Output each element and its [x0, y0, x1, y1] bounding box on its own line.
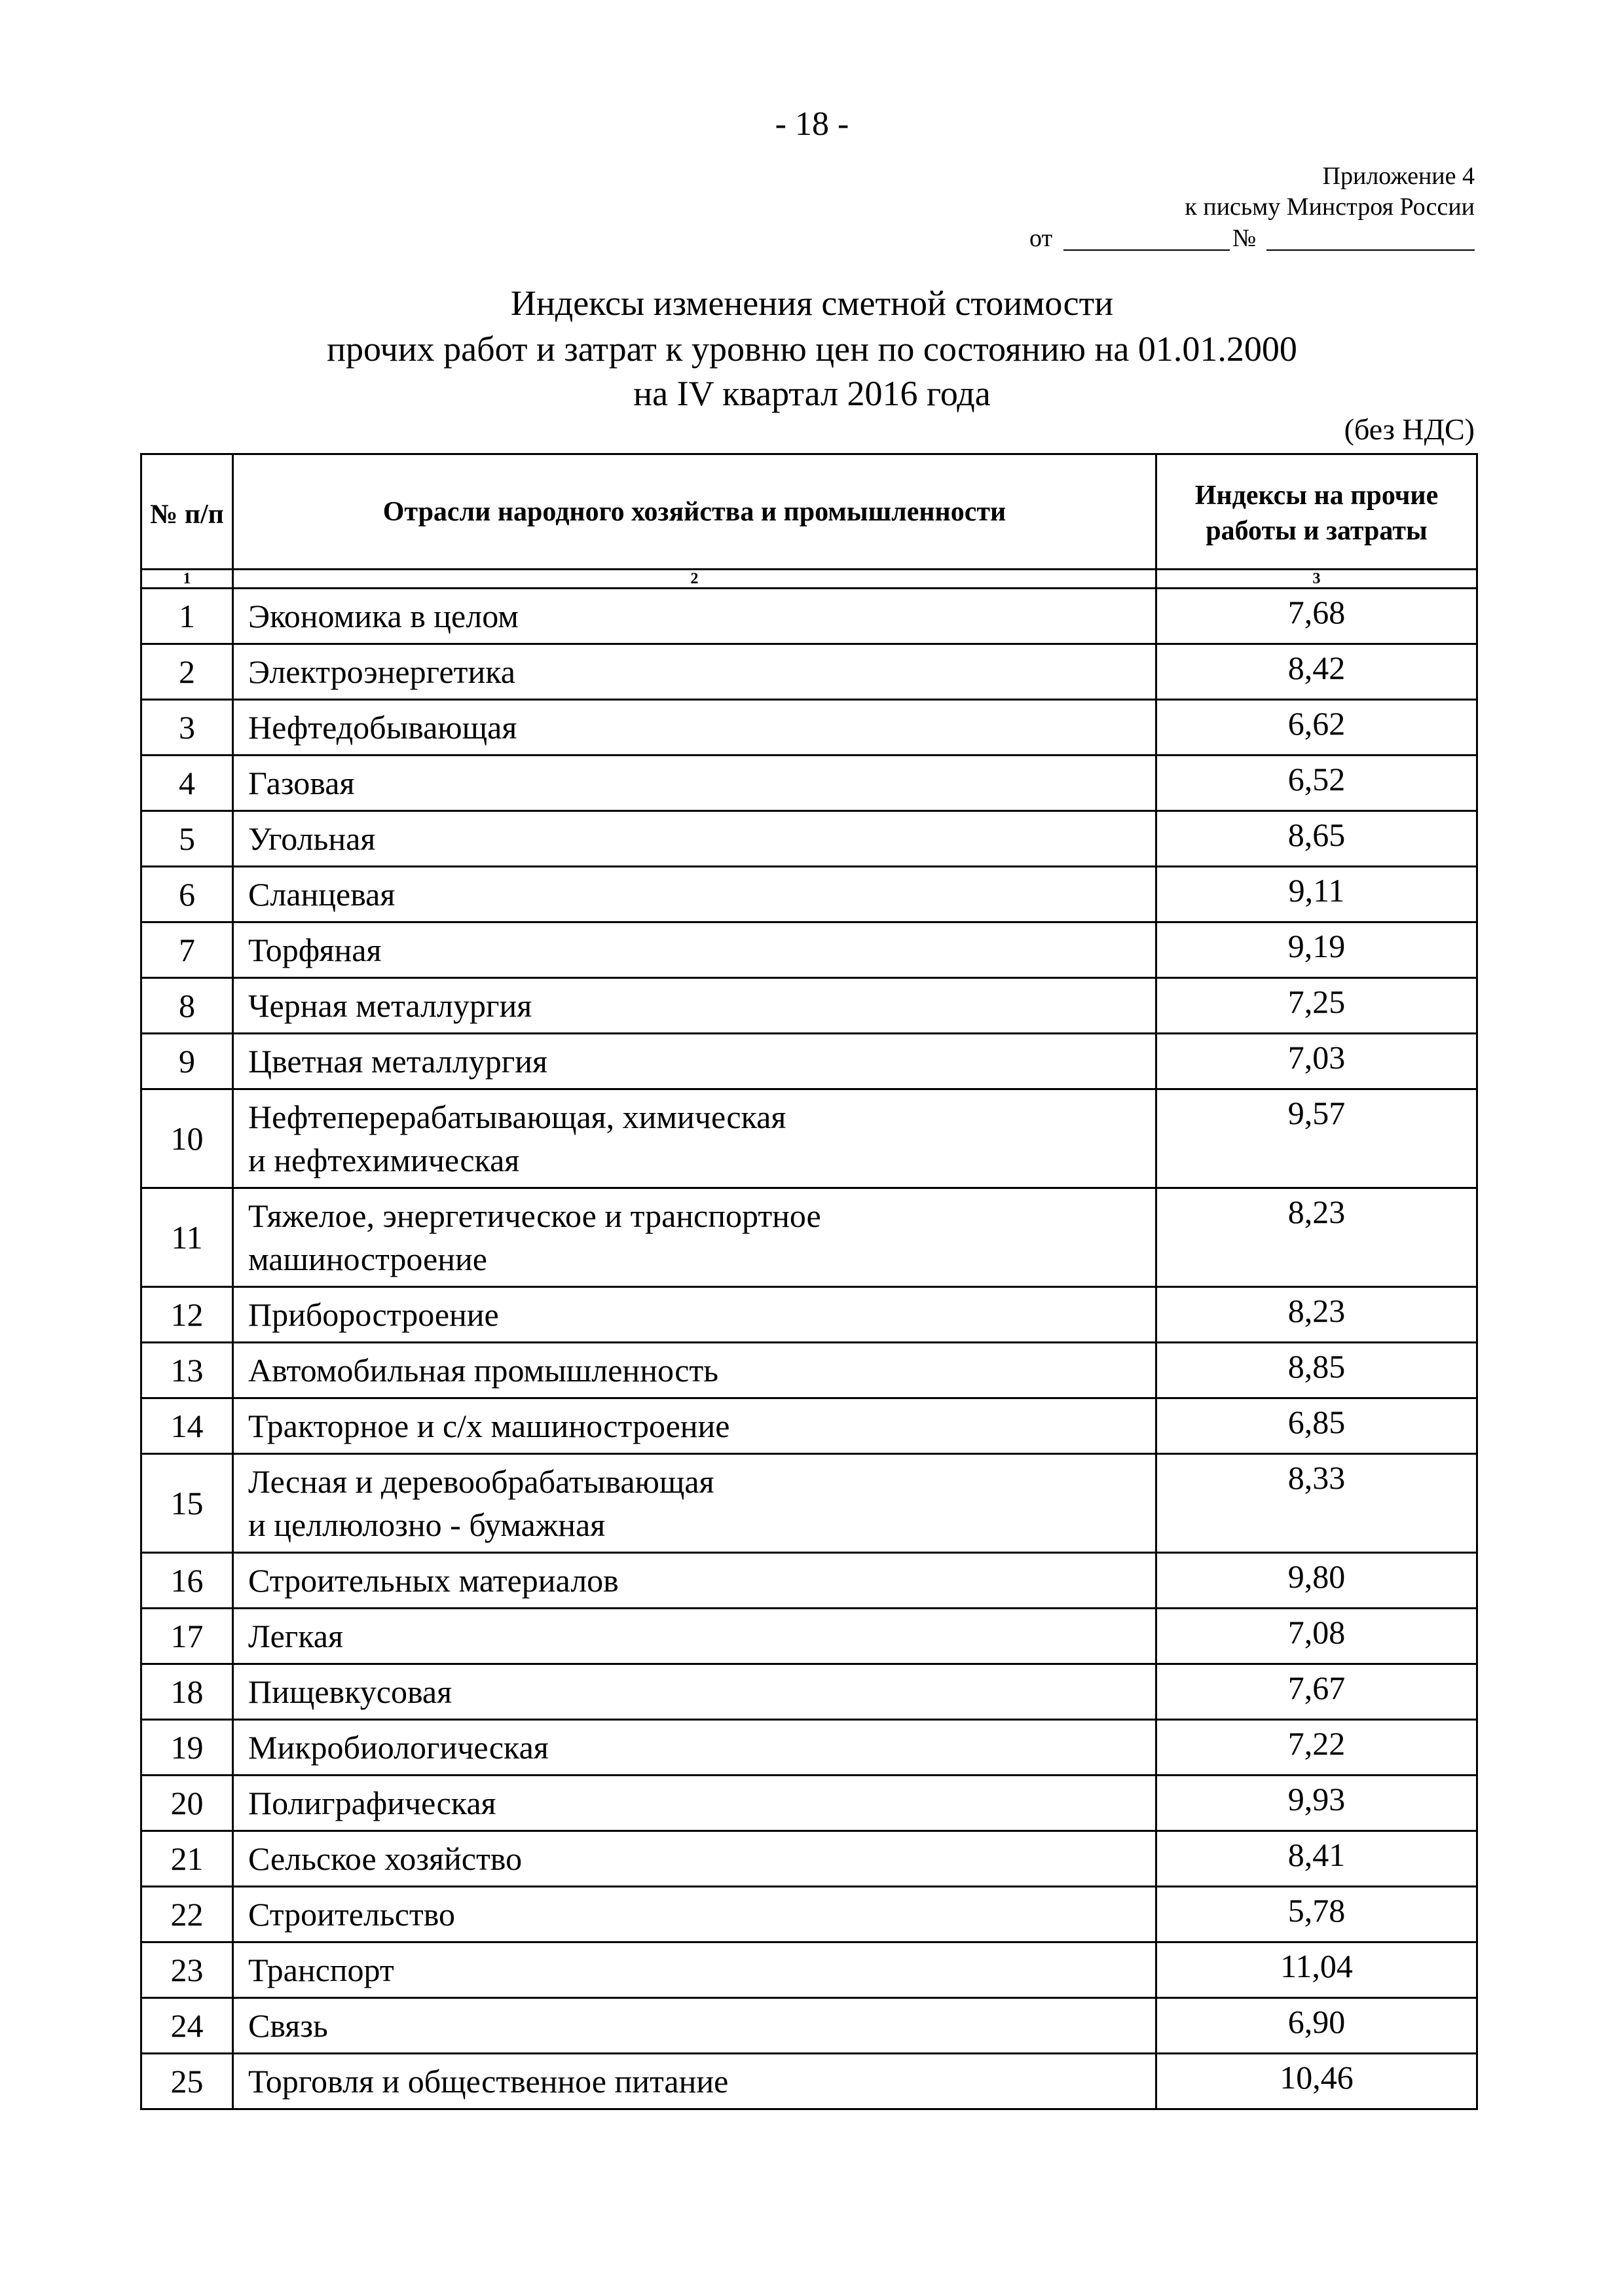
index-value: 7,22: [1156, 1720, 1477, 1776]
index-table: [140, 453, 1478, 2110]
table-row: [141, 1034, 1477, 1089]
index-value: 11,04: [1156, 1942, 1477, 1998]
sector-name: [233, 1553, 1156, 1609]
sector-name-line: Лесная и деревообрабатывающая: [248, 1463, 714, 1500]
sector-name: [233, 1831, 1156, 1887]
sector-name-line: Электроэнергетика: [248, 653, 515, 690]
index-value: 6,52: [1156, 756, 1477, 811]
sector-name-line-2: и нефтехимическая: [248, 1142, 520, 1178]
table-row: [141, 1398, 1477, 1454]
table-row: [141, 1343, 1477, 1398]
sector-name: [233, 1609, 1156, 1664]
table-row: [141, 1089, 1477, 1188]
sector-name: [233, 978, 1156, 1034]
row-number: 8: [141, 978, 233, 1034]
index-value: 8,41: [1156, 1831, 1477, 1887]
row-number: 10: [141, 1089, 233, 1188]
row-number: 15: [141, 1454, 233, 1553]
sector-name-line: Угольная: [248, 820, 376, 857]
row-number: 17: [141, 1609, 233, 1664]
sector-name: [233, 756, 1156, 811]
table-row: [141, 867, 1477, 922]
document-title-line-3: на IV квартал 2016 года: [633, 374, 991, 413]
sector-name: [233, 1398, 1156, 1454]
row-number: 23: [141, 1942, 233, 1998]
header-index: Индексы на прочие работы и затраты: [1156, 454, 1477, 570]
index-value: 9,93: [1156, 1776, 1477, 1831]
table-row: [141, 1609, 1477, 1664]
sector-name-line: Микробиологическая: [248, 1729, 549, 1766]
row-number: 16: [141, 1553, 233, 1609]
sector-name: [233, 1720, 1156, 1776]
sector-name: [233, 1287, 1156, 1343]
sector-name: [233, 1343, 1156, 1398]
date-blank-line: [1063, 249, 1230, 251]
sector-name-line: Торговля и общественное питание: [248, 2063, 729, 2100]
row-number: 22: [141, 1887, 233, 1942]
number-label: №: [1232, 225, 1257, 252]
table-row: [141, 811, 1477, 867]
sector-name-line: Легкая: [248, 1618, 343, 1654]
number-blank-line: [1266, 249, 1475, 251]
table-row: [141, 1720, 1477, 1776]
sector-name: [233, 922, 1156, 978]
sector-name-line: Строительство: [248, 1896, 456, 1933]
sector-name: [233, 811, 1156, 867]
row-number: 6: [141, 867, 233, 922]
index-value: 6,85: [1156, 1398, 1477, 1454]
row-number: 3: [141, 700, 233, 756]
appendix-title: Приложение 4: [1322, 162, 1475, 190]
row-number: 12: [141, 1287, 233, 1343]
table-row: [141, 1998, 1477, 2054]
row-number: 7: [141, 922, 233, 978]
sector-name: [233, 700, 1156, 756]
sector-name: [233, 1664, 1156, 1720]
sector-name: [233, 1887, 1156, 1942]
row-number: 24: [141, 1998, 233, 2054]
sector-name-line: Сельское хозяйство: [248, 1840, 523, 1877]
row-number: 9: [141, 1034, 233, 1089]
row-number: 20: [141, 1776, 233, 1831]
table-row: [141, 1553, 1477, 1609]
column-number-row: [141, 570, 1477, 589]
table-row: [141, 589, 1477, 644]
sector-name-line: Строительных материалов: [248, 1562, 619, 1599]
index-value: 7,67: [1156, 1664, 1477, 1720]
sector-name: [233, 1089, 1156, 1188]
row-number: 19: [141, 1720, 233, 1776]
appendix-reference: к письму Минстроя России: [1185, 193, 1475, 221]
sector-name-line: Приборостроение: [248, 1296, 499, 1333]
sector-name-line: Тяжелое, энергетическое и транспортное: [248, 1197, 821, 1234]
sector-name-line: Пищевкусовая: [248, 1673, 452, 1710]
sector-name: [233, 644, 1156, 700]
sector-name-line: Полиграфическая: [248, 1785, 496, 1821]
sector-name-line: Газовая: [248, 765, 355, 801]
sector-name-line: Сланцевая: [248, 876, 396, 913]
table-row: [141, 700, 1477, 756]
sector-name-line: Транспорт: [248, 1952, 394, 1988]
table-row: [141, 1188, 1477, 1287]
row-number: 21: [141, 1831, 233, 1887]
table-row: [141, 1664, 1477, 1720]
table-row: [141, 1942, 1477, 1998]
row-number: 18: [141, 1664, 233, 1720]
sector-name-line: Черная металлургия: [248, 987, 532, 1024]
index-value: 8,23: [1156, 1188, 1477, 1287]
column-number-2: 2: [233, 570, 1156, 589]
index-value: 8,85: [1156, 1343, 1477, 1398]
sector-name-line: Экономика в целом: [248, 598, 519, 634]
row-number: 14: [141, 1398, 233, 1454]
table-row: [141, 644, 1477, 700]
index-value: 8,33: [1156, 1454, 1477, 1553]
row-number: 1: [141, 589, 233, 644]
table-row: [141, 922, 1477, 978]
column-number-3: 3: [1156, 570, 1477, 589]
table-row: [141, 1454, 1477, 1553]
index-value: 6,90: [1156, 1998, 1477, 2054]
sector-name: [233, 1034, 1156, 1089]
sector-name: [233, 1188, 1156, 1287]
index-value: 8,42: [1156, 644, 1477, 700]
index-value: 9,57: [1156, 1089, 1477, 1188]
row-number: 25: [141, 2054, 233, 2109]
sector-name: [233, 867, 1156, 922]
sector-name-line: Торфяная: [248, 932, 382, 968]
sector-name-line: Нефтедобывающая: [248, 709, 517, 746]
row-number: 4: [141, 756, 233, 811]
sector-name-line: Нефтеперерабатывающая, химическая: [248, 1099, 786, 1135]
table-row: [141, 1287, 1477, 1343]
page-number: - 18 -: [775, 105, 849, 143]
table-row: [141, 756, 1477, 811]
index-value: 9,19: [1156, 922, 1477, 978]
header-sector: Отрасли народного хозяйства и промышленности: [233, 454, 1156, 570]
index-value: 5,78: [1156, 1887, 1477, 1942]
sector-name: [233, 1998, 1156, 2054]
appendix-date-number-line: [1029, 223, 1475, 254]
document-title-line-1: Индексы изменения сметной стоимости: [510, 283, 1114, 323]
row-number: 2: [141, 644, 233, 700]
column-number-1: 1: [141, 570, 233, 589]
row-number: 13: [141, 1343, 233, 1398]
table-row: [141, 2054, 1477, 2109]
row-number: 5: [141, 811, 233, 867]
from-label: от: [1029, 225, 1053, 252]
header-num: № п/п: [141, 454, 233, 570]
vat-note: (без НДС): [1344, 412, 1475, 446]
row-number: 11: [141, 1188, 233, 1287]
index-value: 9,11: [1156, 867, 1477, 922]
sector-name-line: Цветная металлургия: [248, 1043, 548, 1080]
sector-name: [233, 2054, 1156, 2109]
document-title-line-2: прочих работ и затрат к уровню цен по состоянию на 01.01.2000: [327, 329, 1297, 369]
table-row: [141, 978, 1477, 1034]
sector-name-line: Автомобильная промышленность: [248, 1352, 719, 1389]
index-value: 8,23: [1156, 1287, 1477, 1343]
table-row: [141, 1776, 1477, 1831]
index-value: 7,68: [1156, 589, 1477, 644]
index-value: 8,65: [1156, 811, 1477, 867]
sector-name-line: Связь: [248, 2007, 328, 2044]
table-row: [141, 1831, 1477, 1887]
index-value: 9,80: [1156, 1553, 1477, 1609]
index-value: 7,25: [1156, 978, 1477, 1034]
sector-name: [233, 589, 1156, 644]
index-value: 6,62: [1156, 700, 1477, 756]
sector-name-line-2: машиностроение: [248, 1241, 487, 1277]
table-header-row: [141, 454, 1477, 570]
index-value: 7,03: [1156, 1034, 1477, 1089]
sector-name-line: Тракторное и с/х машиностроение: [248, 1408, 730, 1444]
sector-name: [233, 1942, 1156, 1998]
index-value: 7,08: [1156, 1609, 1477, 1664]
table-row: [141, 1887, 1477, 1942]
index-value: 10,46: [1156, 2054, 1477, 2109]
sector-name-line-2: и целлюлозно - бумажная: [248, 1506, 606, 1543]
sector-name: [233, 1776, 1156, 1831]
sector-name: [233, 1454, 1156, 1553]
